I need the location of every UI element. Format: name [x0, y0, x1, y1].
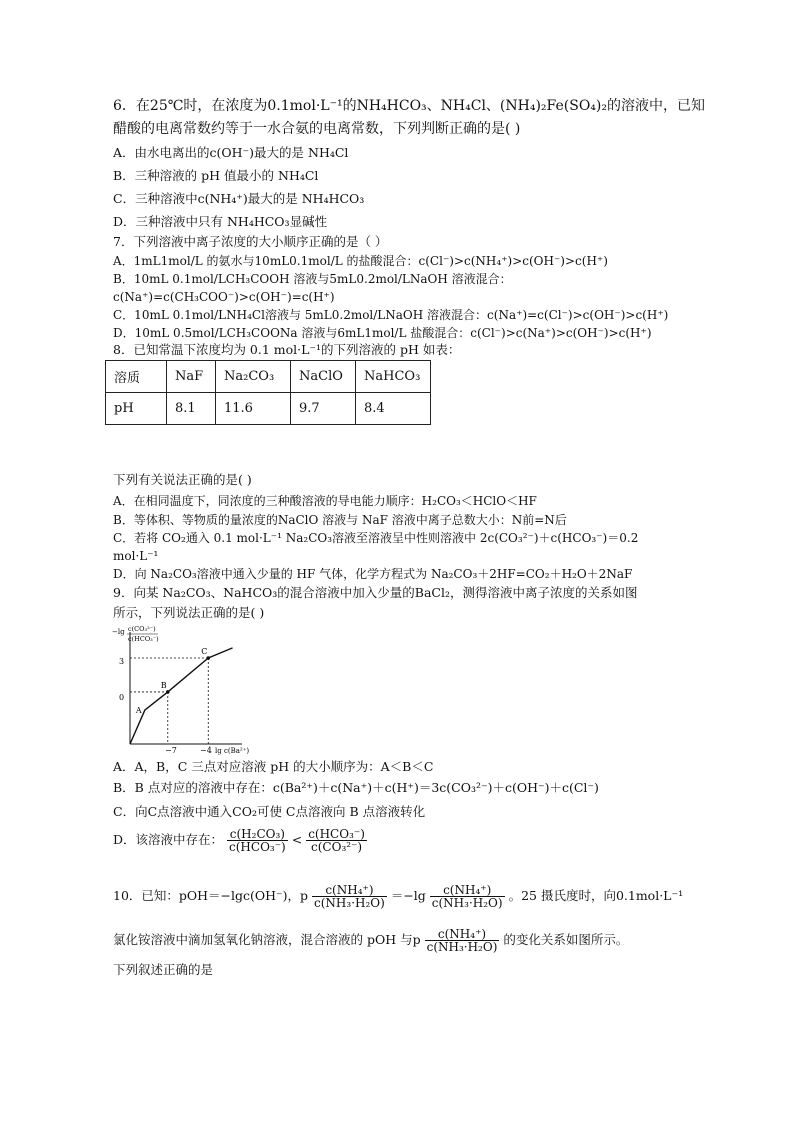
point-a-label: A	[135, 706, 142, 716]
q10-line1	[113, 884, 683, 909]
q8-option-c-line1: C．若将 CO₂通入 0.1 mol·L⁻¹ Na₂CO₃溶液至溶液呈中性则溶液中 2c(CO₃²⁻)＋c(HCO₃⁻)＝0.2	[113, 531, 639, 545]
fraction-denominator: c(NH₃·H₂O)	[431, 896, 503, 910]
y-label-prefix: −lg	[112, 628, 125, 636]
y-label-den: c(HCO₃⁻)	[128, 635, 159, 643]
fraction-denominator: c(CO₃²⁻)	[311, 840, 363, 854]
point-c-label: C	[201, 647, 208, 657]
q8-option-b: B．等体积、等物质的量浓度的NaClO 溶液与 NaF 溶液中离子总数大小：N前=N后	[113, 513, 567, 527]
q9-option-c: C．向C点溶液中通入CO₂可使 C点溶液向 B 点溶液转化	[113, 804, 426, 819]
q9-d-fraction-1	[227, 828, 288, 853]
fraction-numerator: c(NH₄⁺)	[312, 884, 387, 897]
point-b-marker	[166, 690, 170, 694]
q6-option-c: C．三种溶液中c(NH₄⁺)最大的是 NH₄HCO₃	[113, 191, 365, 206]
ph-table-header-row	[106, 361, 431, 393]
table-cell: 9.7	[291, 393, 356, 425]
q6-stem-line1: 6．在25℃时，在浓度为0.1mol·L⁻¹的NH₄HCO₃、NH₄Cl、(NH₄)₂Fe(SO₄)₂的溶液中，已知	[113, 98, 705, 114]
fraction-numerator: c(HCO₃⁻)	[308, 827, 365, 841]
q9-chart	[110, 622, 260, 758]
fraction-denominator: c(HCO₃⁻)	[229, 840, 286, 854]
q9-option-a: A．A，B，C 三点对应溶液 pH 的大小顺序为：A＜B＜C	[113, 759, 434, 774]
point-c-marker	[206, 656, 210, 660]
table-cell: 8.1	[167, 393, 216, 425]
table-cell: 溶质	[106, 361, 167, 393]
q7-stem: 7．下列溶液中离子浓度的大小顺序正确的是（ ）	[113, 234, 388, 249]
q10-fraction-3	[425, 928, 500, 953]
y-tick-label: 3	[119, 657, 125, 666]
q8-option-a: A．在相同温度下，同浓度的三种酸溶液的导电能力顺序：H₂CO₃＜HClO＜HF	[113, 494, 537, 508]
fraction-numerator: c(H₂CO₃)	[227, 828, 288, 841]
q10-fraction-1	[312, 884, 387, 909]
less-than-sign: <	[291, 832, 303, 847]
x-axis-label: lg c(Ba²⁺)	[215, 747, 250, 755]
table-cell: 11.6	[216, 393, 291, 425]
table-cell: pH	[106, 393, 167, 425]
y-tick-label: 0	[119, 693, 125, 702]
q10-line1-c: 。25 摄氏度时，向0.1mol·L⁻¹	[508, 888, 684, 903]
q7-option-b-line2: c(Na⁺)=c(CH₃COO⁻)>c(OH⁻)=c(H⁺)	[113, 290, 335, 304]
table-cell: 8.4	[356, 393, 431, 425]
q10-line1-b: ＝−lg	[390, 888, 426, 903]
q10-fraction-2	[430, 884, 505, 909]
table-cell: Na₂CO₃	[216, 361, 291, 393]
q6-stem-line2: 醋酸的电离常数约等于一水合氨的电离常数，下列判断正确的是( )	[113, 121, 521, 137]
fraction-denominator: c(NH₃·H₂O)	[426, 940, 498, 954]
q7-option-d: D．10mL 0.5mol/LCH₃COONa 溶液与6mL1mol/L 盐酸混合：c(Cl⁻)>c(Na⁺)>c(OH⁻)>c(H⁺)	[113, 326, 652, 340]
q9-option-d-prefix: D．该溶液中存在：	[113, 832, 224, 847]
q6-option-b: B．三种溶液的 pH 值最小的 NH₄Cl	[113, 168, 319, 183]
q10-line1-a: 10．已知：pOH＝−lgc(OH⁻)，p	[113, 888, 309, 903]
table-cell: NaClO	[291, 361, 356, 393]
ph-table-value-row	[106, 393, 431, 425]
guide-lines	[130, 658, 208, 744]
q8-prompt: 下列有关说法正确的是( )	[113, 472, 252, 487]
q6-option-a: A．由水电离出的c(OH⁻)最大的是 NH₄Cl	[113, 145, 349, 160]
point-b-label: B	[160, 680, 167, 690]
q8-option-d: D．向 Na₂CO₃溶液中通入少量的 HF 气体，化学方程式为 Na₂CO₃＋2HF=CO₂＋H₂O＋2NaF	[113, 567, 633, 581]
fraction-numerator: c(NH₄⁺)	[430, 884, 505, 897]
q10-line2-a: 氯化铵溶液中滴加氢氧化钠溶液，混合溶液的 pOH 与p	[113, 932, 421, 947]
q6-option-d: D．三种溶液中只有 NH₄HCO₃显碱性	[113, 214, 328, 229]
q10-line3: 下列叙述正确的是	[113, 962, 214, 977]
q9-stem-line1: 9．向某 Na₂CO₃、NaHCO₃的混合溶液中加入少量的BaCl₂，测得溶液中离子浓度的关系如图	[113, 585, 638, 600]
q10-line2-b: 的变化关系如图所示。	[503, 932, 629, 947]
q9-d-fraction-2	[306, 828, 367, 853]
q7-option-b-line1: B．10mL 0.1mol/LCH₃COOH 溶液与5mL0.2mol/LNaOH 溶液混合：	[113, 272, 512, 286]
q9-option-d	[113, 828, 367, 853]
fraction-denominator: c(NH₃·H₂O)	[314, 896, 385, 910]
x-tick-label: −7	[165, 746, 177, 755]
q8-stem: 8．已知常温下浓度均为 0.1 mol·L⁻¹的下列溶液的 pH 如表：	[113, 342, 461, 357]
q10-line2	[113, 928, 628, 953]
table-cell: NaHCO₃	[356, 361, 431, 393]
q8-option-c-line2: mol·L⁻¹	[113, 549, 159, 563]
x-tick-label: −4	[200, 746, 212, 755]
q7-option-c: C．10mL 0.1mol/LNH₄Cl溶液与 5mL0.2mol/LNaOH 溶液混合：c(Na⁺)=c(Cl⁻)>c(OH⁻)>c(H⁺)	[113, 308, 669, 322]
series-line	[130, 648, 233, 744]
q9-stem-line2: 所示，下列说法正确的是( )	[113, 605, 265, 620]
q7-option-a: A．1mL1mol/L 的氨水与10mL0.1mol/L 的盐酸混合：c(Cl⁻)>c(NH₄⁺)>c(OH⁻)>c(H⁺)	[113, 254, 608, 268]
q9-option-b: B．B 点对应的溶液中存在：c(Ba²⁺)＋c(Na⁺)＋c(H⁺)＝3c(CO₃²⁻)＋c(OH⁻)＋c(Cl⁻)	[113, 780, 599, 795]
fraction-numerator: c(NH₄⁺)	[425, 928, 500, 941]
y-label-num: c(CO₃²⁻)	[128, 625, 156, 633]
table-cell: NaF	[167, 361, 216, 393]
ph-table	[105, 360, 431, 425]
